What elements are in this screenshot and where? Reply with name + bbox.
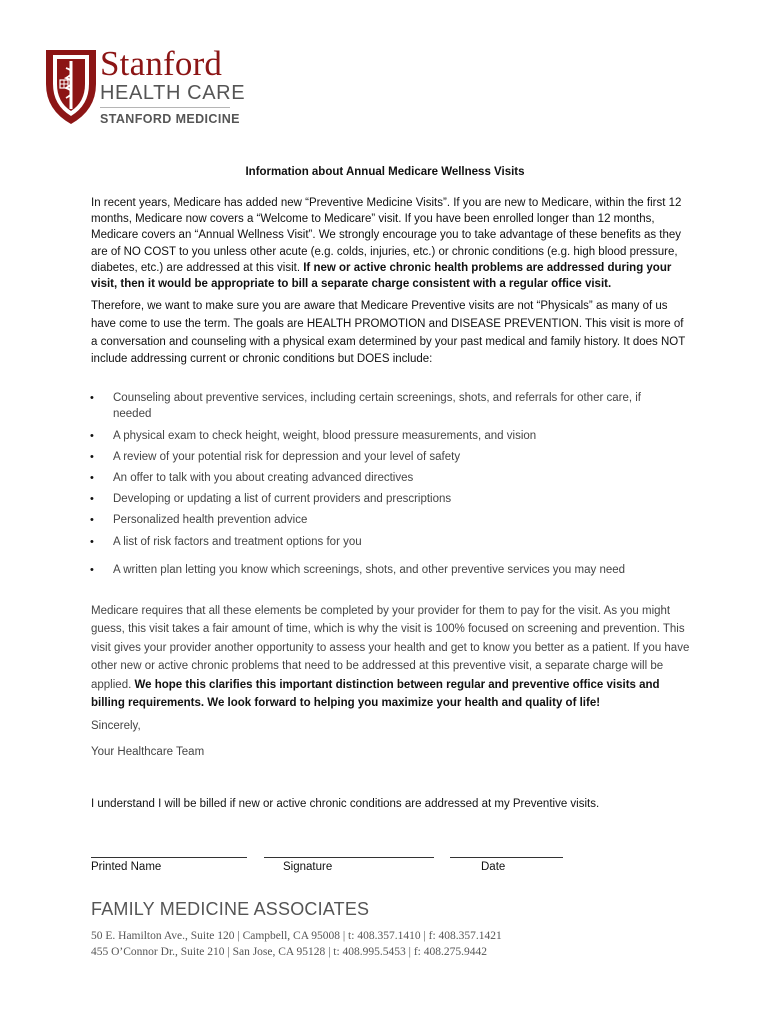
printed-name-line[interactable] xyxy=(91,857,247,858)
practice-name: FAMILY MEDICINE ASSOCIATES xyxy=(91,899,370,919)
list-item: • A physical exam to check height, weight, blood pressure measurements, and vision xyxy=(90,430,537,442)
billing-paragraph xyxy=(91,602,691,712)
logo-wordmark: Stanford xyxy=(100,44,223,83)
list-item: • A review of your potential risk for depression and your level of safety xyxy=(90,451,461,463)
document-title: Information about Annual Medicare Wellness Visits xyxy=(245,166,525,178)
billing-bold-text: We hope this clarifies this important distinction between regular and preventive office visits and billing requirements. We look forward to helping you maximize your health and quality of life! xyxy=(91,678,660,710)
address-campbell: 50 E. Hamilton Ave., Suite 120 | Campbell, CA 95008 | t: 408.357.1410 | f: 408.357.1421 xyxy=(91,930,502,942)
list-item: • Personalized health prevention advice xyxy=(90,514,308,526)
acknowledgement-statement: I understand I will be billed if new or active chronic conditions are addressed at my Preventive visits. xyxy=(91,798,600,810)
logo-affiliation: STANFORD MEDICINE xyxy=(100,112,240,126)
bullet-icon: • xyxy=(90,451,94,463)
list-item: • A written plan letting you know which screenings, shots, and other preventive services you may need xyxy=(90,564,626,576)
signature-label: Signature xyxy=(283,861,333,873)
logo-divider xyxy=(100,107,230,108)
list-item: • Counseling about preventive services, including certain screenings, shots, and referrals for other care, if needed xyxy=(90,392,641,420)
address-san-jose: 455 O’Connor Dr., Suite 210 | San Jose, CA 95128 | t: 408.995.5453 | f: 408.275.9442 xyxy=(91,946,487,958)
bullet-icon: • xyxy=(90,536,94,548)
list-item: • Developing or updating a list of current providers and prescriptions xyxy=(90,493,452,505)
intro-bold-text: If new or active chronic health problems are addressed during your visit, then it would be appropriate to bill a separate charge consistent with a regular office visit. xyxy=(91,261,672,291)
bullet-icon: • xyxy=(90,493,94,505)
list-item: • An offer to talk with you about creating advanced directives xyxy=(90,472,414,484)
goals-paragraph: Therefore, we want to make sure you are aware that Medicare Preventive visits are not “Physicals” as many of us have come to use the term. The goals are HEALTH PROMOTION and DISEASE PREVENTION. This visit is more of a conversation and counseling with a physical exam determined by your past medical and family history. It does NOT include addressing current or chronic conditions but DOES include: xyxy=(91,300,686,366)
bullet-icon: • xyxy=(90,514,94,526)
date-label: Date xyxy=(481,861,506,873)
bullet-icon: • xyxy=(90,564,94,576)
date-line[interactable] xyxy=(450,857,563,858)
printed-name-label: Printed Name xyxy=(91,861,162,873)
signature-line[interactable] xyxy=(264,857,434,858)
list-item: • A list of risk factors and treatment options for you xyxy=(90,536,362,548)
billing-text: Medicare requires that all these elements be completed by your provider for them to pay for the visit. As you might guess, this visit takes a fair amount of time, which is why the visit is 100% focused on screening and prevention. This visit gives your provider another opportunity to assess your health and get to know you better as a patient. If you have other new or active chronic problems that need to be addressed at this preventive visit, a separate charge will be applied. xyxy=(91,605,690,691)
bullet-icon: • xyxy=(90,430,94,442)
logo-subtitle: HEALTH CARE xyxy=(100,82,246,104)
signoff-team: Your Healthcare Team xyxy=(91,746,205,758)
bullet-icon: • xyxy=(90,392,94,404)
intro-text: In recent years, Medicare has added new “Preventive Medicine Visits”. If you are new to Medicare, within the first 12 months, Medicare now covers a “Welcome to Medicare” visit. If you have been enrolled longer than 12 months, Medicare covers an “Annual Wellness Visit”. We strongly encourage you to take advantage of these benefits as they are of NO COST to you unless other acute (e.g. colds, injuries, etc.) or chronic conditions (e.g. high blood pressure, diabetes, etc.) are addressed at this visit. xyxy=(91,197,682,274)
bullet-icon: • xyxy=(90,472,94,484)
closing-salutation: Sincerely, xyxy=(91,720,141,732)
intro-paragraph xyxy=(91,195,691,292)
